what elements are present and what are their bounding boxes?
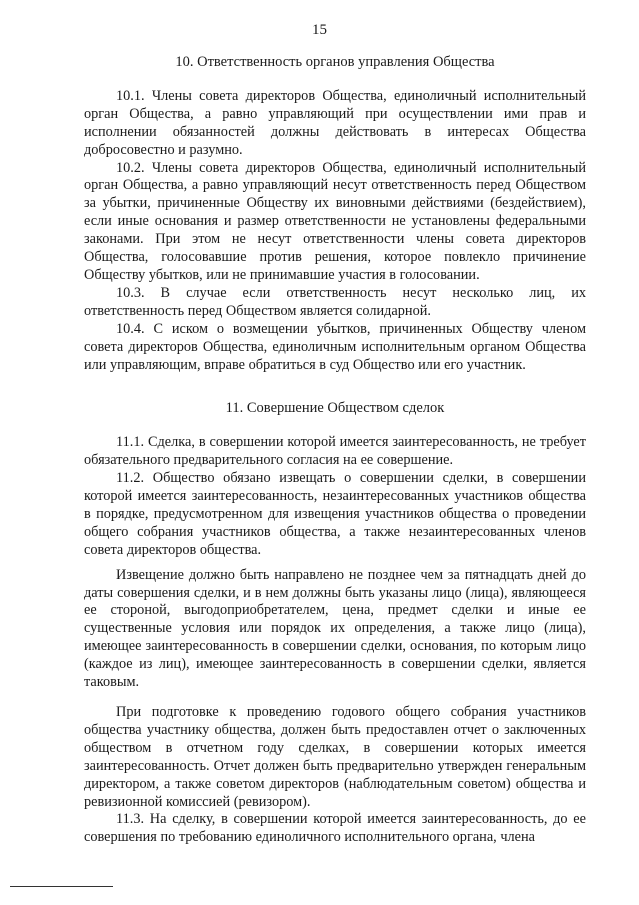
section-title-11: 11. Совершение Обществом сделок — [225, 400, 445, 417]
document-body — [84, 54, 586, 847]
paragraph-10-1: 10.1. Члены совета директоров Общества, единоличный исполнительный орган Общества, а равно управляющий при осуществлении ими прав и исполнении обязанностей должны действовать в интересах Общества добросовестно и разумно. — [84, 87, 586, 158]
footnote-divider — [10, 886, 113, 887]
paragraph-11-2: 11.2. Общество обязано извещать о совершении сделки, в совершении которой имеется заинтересованность, незаинтересованных участников общества в порядке, предусмотренном для извещения участников общества о проведении общего собрания участников общества, а также незаинтересованных членов совета директоров общества. — [84, 470, 586, 558]
section-title-10: 10. Ответственность органов управления Общества — [175, 54, 495, 70]
paragraph-annual-report: При подготовке к проведению годового общего собрания участников общества участнику общества, должен быть предоставлен отчет о заключенных обществом в отчетном году сделках, в совершении которых имеется заинтересованность. Отчет должен быть предварительно утвержден генеральным директором, а также советом директоров (наблюдательным советом) общества и ревизионной комиссией (ревизором). — [84, 704, 586, 810]
paragraph-11-3: 11.3. На сделку, в совершении которой имеется заинтересованность, до ее совершения по требованию единоличного исполнительного органа, члена — [84, 811, 586, 846]
paragraph-notice: Извещение должно быть направлено не позднее чем за пятнадцать дней до даты совершения сделки, и в нем должны быть указаны лицо (лица), являющееся ее стороной, выгодоприобретателем, цена, предмет сделки и иные ее существенные условия или порядок их определения, а также лицо (лица), имеющее заинтересованность в совершении сделки, основания, по которым лицо (каждое из лиц), имеющее заинтересованность в совершении сделки, является таковым. — [84, 566, 586, 691]
paragraph-10-4: 10.4. С иском о возмещении убытков, причиненных Обществу членом совета директоров Общества, единоличным исполнительным органом Общества или управляющим, вправе обратиться в суд Общество или его участник. — [84, 320, 586, 373]
paragraph-11-1: 11.1. Сделка, в совершении которой имеется заинтересованность, не требует обязательного предварительного согласия на ее совершение. — [84, 434, 586, 469]
page-number: 15 — [312, 22, 327, 38]
paragraph-10-3: 10.3. В случае если ответственность несут несколько лиц, их ответственность перед Обществом является солидарной. — [84, 284, 586, 319]
paragraph-10-2: 10.2. Члены совета директоров Общества, единоличный исполнительный орган Общества, а равно управляющий несут ответственность перед Обществом за убытки, причиненные Обществу их виновными действиями (бездействием), если иные основания и размер ответственности не установлены федеральными законами. При этом не несут ответственности члены совета директоров Общества, голосовавшие против решения, которое повлекло причинение Обществу убытков, или не принимавшие участия в голосовании. — [84, 159, 586, 283]
